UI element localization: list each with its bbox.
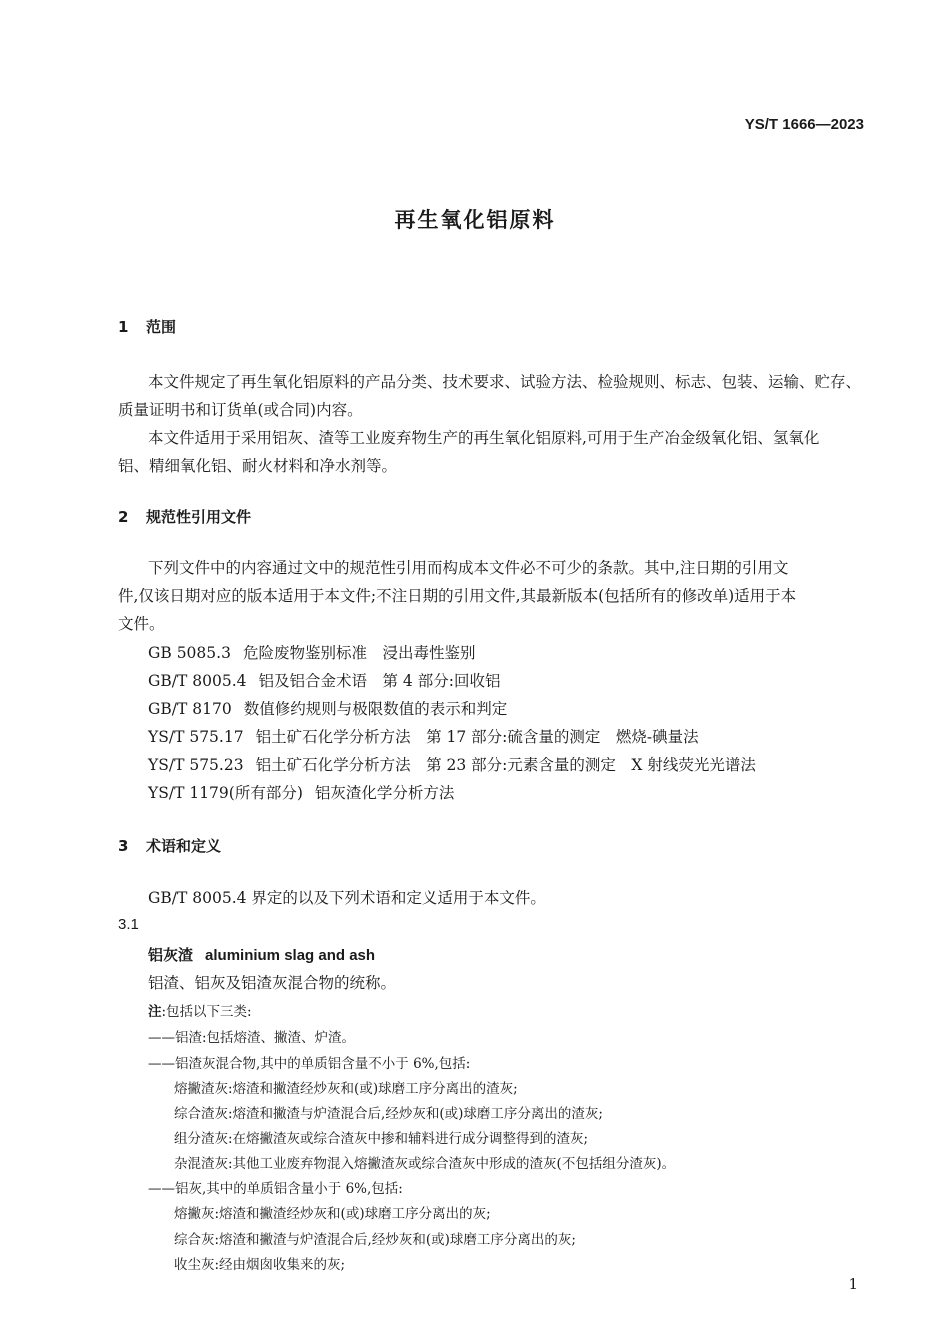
note-subitem: 熔撇灰:熔渣和撇渣经炒灰和(或)球磨工序分离出的灰; (174, 1206, 491, 1222)
section-title: 规范性引用文件 (146, 508, 252, 526)
paragraph-line: 下列文件中的内容通过文中的规范性引用而构成本文件必不可少的条款。其中,注日期的引用文 (148, 559, 789, 577)
section-number: 3 (118, 837, 129, 855)
paragraph-line: GB/T 8005.4 界定的以及下列术语和定义适用于本文件。 (148, 889, 546, 907)
term-name-en: aluminium slag and ash (205, 947, 376, 964)
note-subitem: 综合渣灰:熔渣和撇渣与炉渣混合后,经炒灰和(或)球磨工序分离出的渣灰; (174, 1106, 603, 1122)
reference-code: YS/T 575.17 (148, 728, 244, 746)
paragraph-line: 铝、精细氧化铝、耐火材料和净水剂等。 (118, 457, 398, 475)
reference-item (148, 753, 756, 775)
reference-code: GB 5085.3 (148, 644, 231, 662)
note-heading (148, 1000, 252, 1020)
reference-title: 铝土矿石化学分析方法 第 23 部分:元素含量的测定 X 射线荧光光谱法 (255, 756, 756, 774)
reference-code: GB/T 8005.4 (148, 672, 247, 690)
section-title: 范围 (146, 318, 177, 336)
note-subitem: 综合灰:熔渣和撇渣与炉渣混合后,经炒灰和(或)球磨工序分离出的灰; (174, 1232, 576, 1248)
reference-item (148, 669, 500, 691)
note-item: ——铝渣:包括熔渣、撇渣、炉渣。 (148, 1030, 356, 1046)
term-definition: 铝渣、铝灰及铝渣灰混合物的统称。 (148, 974, 397, 992)
reference-title: 数值修约规则与极限数值的表示和判定 (243, 700, 508, 718)
note-subitem: 收尘灰:经由烟囱收集来的灰; (174, 1257, 346, 1273)
paragraph-line: 本文件规定了再生氧化铝原料的产品分类、技术要求、试验方法、检验规则、标志、包装、运输、贮存、 (148, 373, 862, 391)
paragraph-line: 件,仅该日期对应的版本适用于本文件;不注日期的引用文件,其最新版本(包括所有的修改单)适用于本 (118, 587, 797, 605)
reference-title: 铝灰渣化学分析方法 (314, 784, 455, 802)
paragraph-line: 质量证明书和订货单(或合同)内容。 (118, 401, 363, 419)
reference-code: YS/T 575.23 (148, 756, 244, 774)
reference-item (148, 641, 475, 663)
section-2-heading (118, 506, 251, 527)
reference-code: YS/T 1179(所有部分) (148, 784, 303, 802)
term-heading (148, 944, 375, 965)
reference-code: GB/T 8170 (148, 700, 232, 718)
note-label: 注 (148, 1004, 162, 1020)
note-subitem: 熔撇渣灰:熔渣和撇渣经炒灰和(或)球磨工序分离出的渣灰; (174, 1081, 518, 1097)
section-number: 2 (118, 508, 129, 526)
document-title: 再生氧化铝原料 (394, 208, 556, 232)
standard-code: YS/T 1666—2023 (744, 116, 864, 133)
reference-title: 危险废物鉴别标准 浸出毒性鉴别 (242, 644, 476, 662)
note-text: :包括以下三类: (161, 1004, 252, 1020)
section-3-heading (118, 835, 221, 856)
reference-item (148, 781, 454, 803)
reference-title: 铝土矿石化学分析方法 第 17 部分:硫含量的测定 燃烧-碘量法 (255, 728, 699, 746)
reference-item (148, 697, 507, 719)
term-name-zh: 铝灰渣 (148, 946, 194, 964)
paragraph-line: 本文件适用于采用铝灰、渣等工业废弃物生产的再生氧化铝原料,可用于生产冶金级氧化铝、氢氧化 (148, 429, 820, 447)
note-item: ——铝灰,其中的单质铝含量小于 6%,包括: (148, 1181, 403, 1197)
note-subitem: 杂混渣灰:其他工业废弃物混入熔撇渣灰或综合渣灰中形成的渣灰(不包括组分渣灰)。 (174, 1156, 676, 1172)
page-number: 1 (848, 1275, 858, 1293)
section-title: 术语和定义 (146, 837, 222, 855)
reference-title: 铝及铝合金术语 第 4 部分:回收铝 (258, 672, 501, 690)
section-1-heading (118, 316, 176, 337)
term-number: 3.1 (118, 916, 139, 933)
paragraph-line: 文件。 (118, 615, 165, 633)
note-subitem: 组分渣灰:在熔撇渣灰或综合渣灰中掺和辅料进行成分调整得到的渣灰; (174, 1131, 589, 1147)
reference-item (148, 725, 699, 747)
section-number: 1 (118, 318, 129, 336)
note-item: ——铝渣灰混合物,其中的单质铝含量不小于 6%,包括: (148, 1056, 471, 1072)
